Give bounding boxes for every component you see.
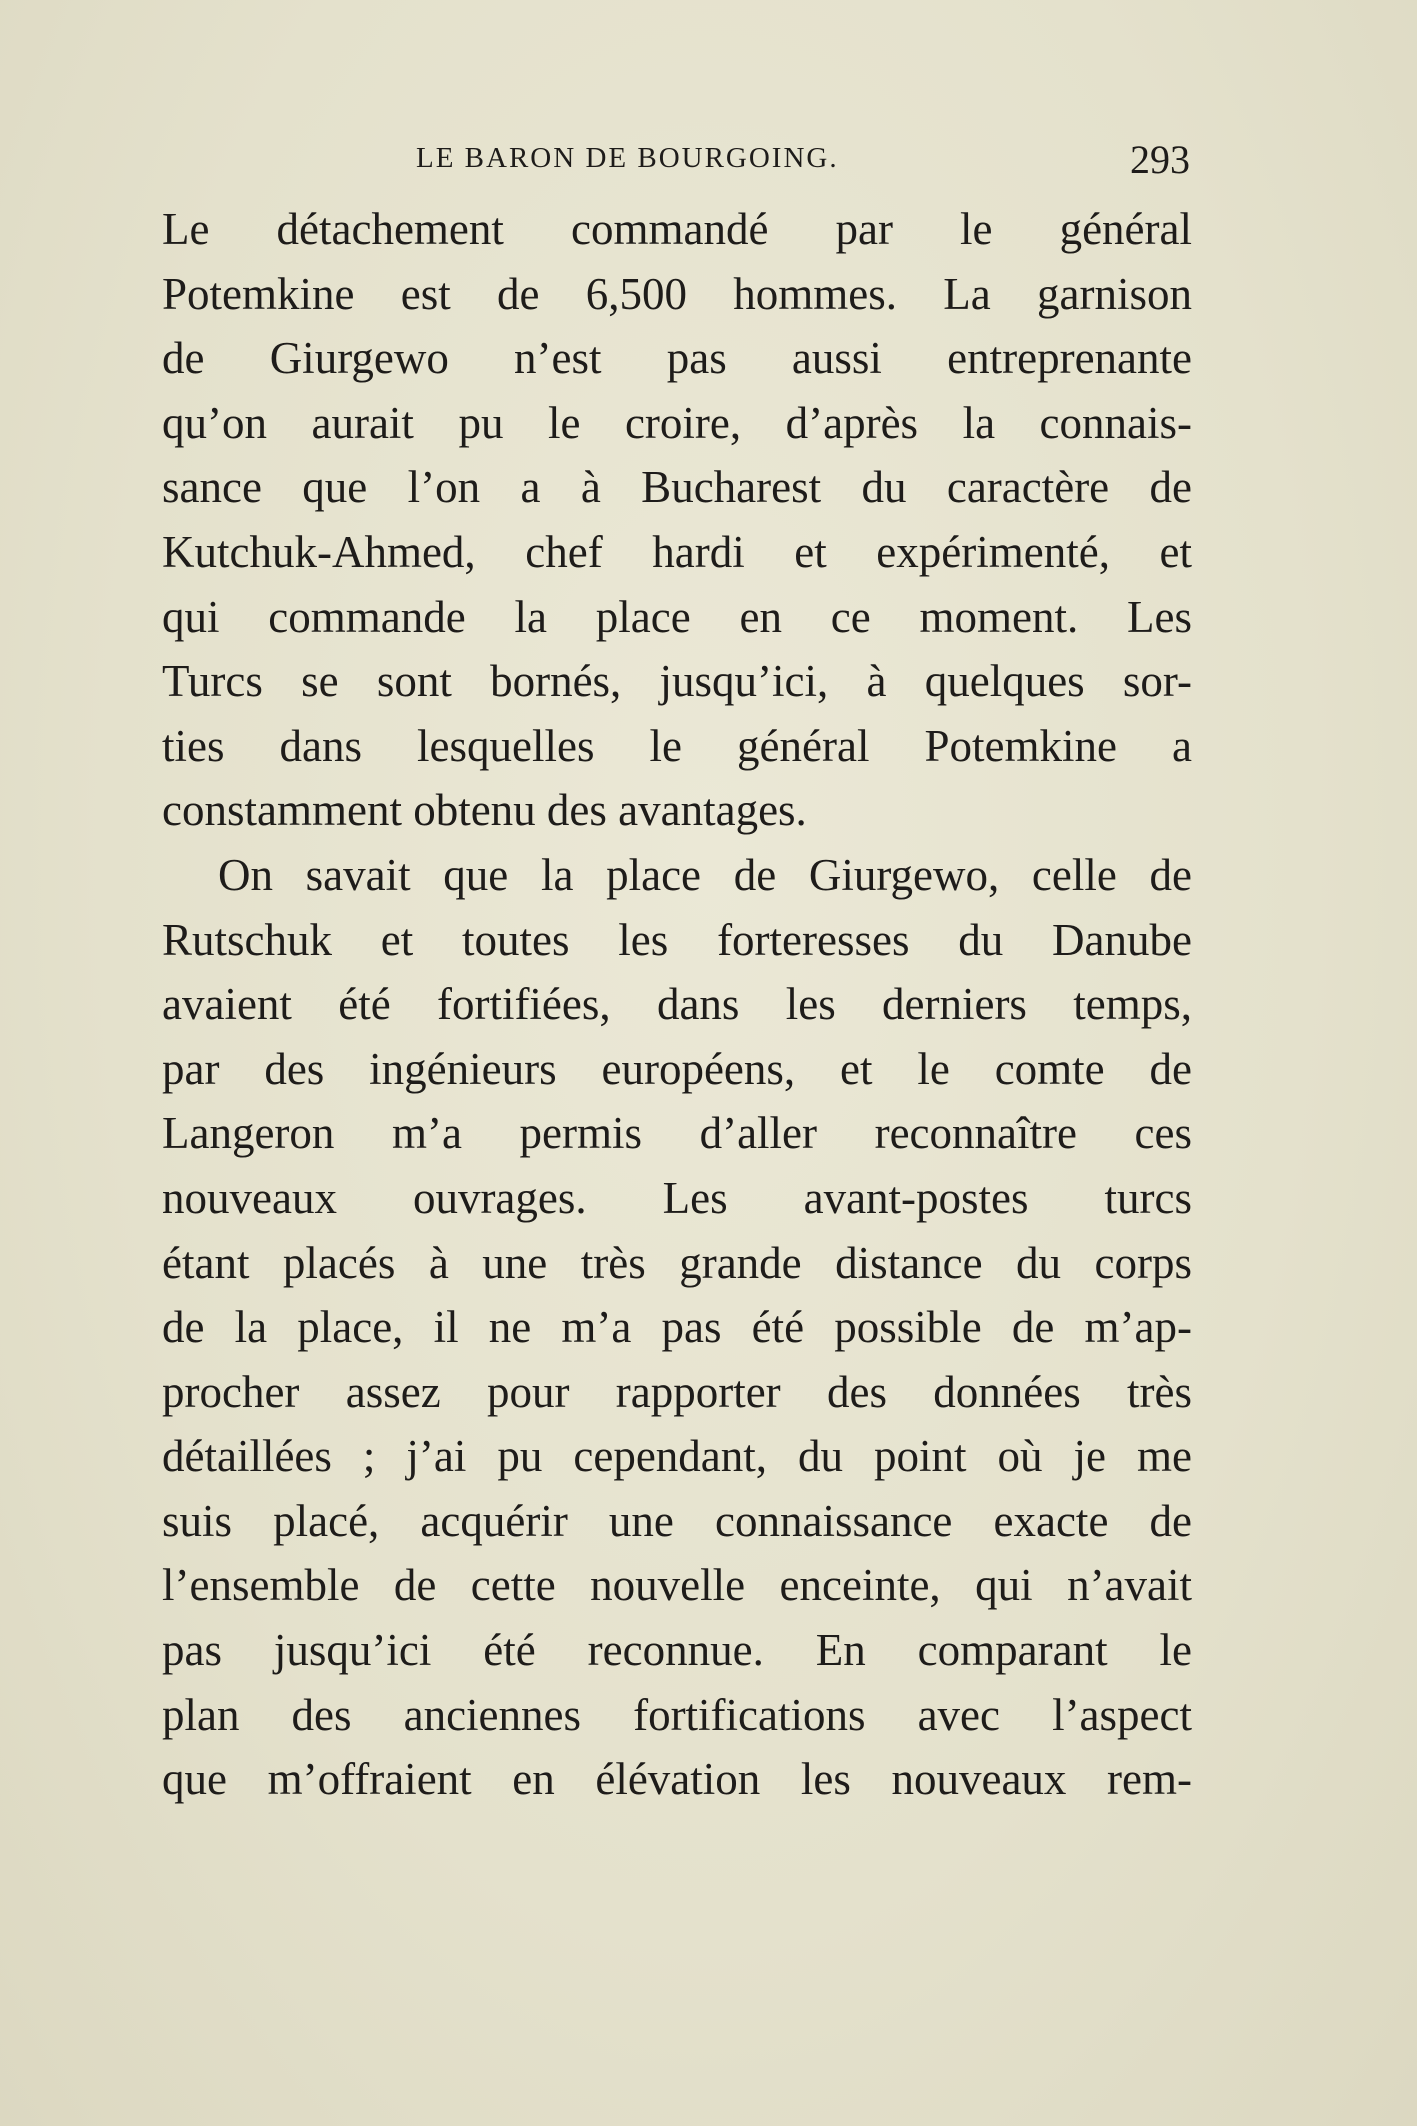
text-line: Kutchuk-Ahmed, chef hardi et expérimenté, et: [162, 526, 1192, 577]
text-line: pas jusqu’ici été reconnue. En comparant le: [162, 1625, 1192, 1676]
text-line: Le détachement commandé par le général: [162, 204, 1192, 254]
text-line: sance que l’on a à Bucharest du caractère de: [162, 462, 1192, 513]
text-line-paragraph-start: On savait que la place de Giurgewo, celle de: [218, 849, 1192, 900]
text-line: détaillées ; j’ai pu cependant, du point où je me: [162, 1431, 1192, 1482]
text-line: ties dans lesquelles le général Potemkine a: [162, 720, 1192, 771]
text-line: Rutschuk et toutes les forteresses du Danube: [162, 914, 1192, 965]
text-line: procher assez pour rapporter des données très: [162, 1366, 1192, 1417]
text-line: de Giurgewo n’est pas aussi entreprenante: [162, 333, 1192, 384]
text-line: Potemkine est de 6,500 hommes. La garnison: [162, 268, 1192, 319]
text-line: Turcs se sont bornés, jusqu’ici, à quelques sor-: [162, 656, 1192, 707]
text-line: plan des anciennes fortifications avec l’aspect: [162, 1689, 1192, 1740]
text-line: qu’on aurait pu le croire, d’après la connais-: [162, 397, 1192, 448]
text-line: que m’offraient en élévation les nouveaux rem-: [162, 1754, 1192, 1805]
running-title: LE BARON DE BOURGOING.: [416, 142, 839, 174]
text-line: avaient été fortifiées, dans les derniers temps,: [162, 979, 1192, 1030]
running-head: [160, 136, 1190, 186]
text-line: suis placé, acquérir une connaissance exacte de: [162, 1495, 1192, 1546]
text-line: étant placés à une très grande distance du corps: [162, 1237, 1192, 1288]
page-number: 293: [1130, 137, 1190, 182]
text-line: de la place, il ne m’a pas été possible de m’ap-: [162, 1302, 1192, 1353]
text-line: Langeron m’a permis d’aller reconnaître ces: [162, 1108, 1192, 1159]
text-line: nouveaux ouvrages. Les avant-postes turcs: [162, 1172, 1192, 1223]
text-line-paragraph-end: constamment obtenu des avantages.: [162, 785, 807, 836]
text-line: l’ensemble de cette nouvelle enceinte, qui n’avait: [162, 1560, 1192, 1611]
text-line: qui commande la place en ce moment. Les: [162, 591, 1192, 642]
body-text: [162, 197, 1192, 1812]
text-line: par des ingénieurs européens, et le comte de: [162, 1043, 1192, 1094]
